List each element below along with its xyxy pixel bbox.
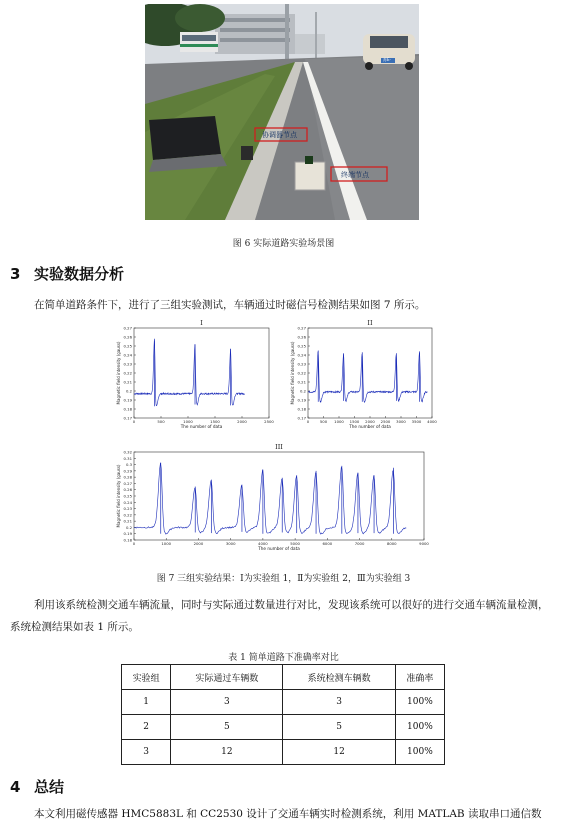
section4-title: 总结 bbox=[34, 778, 65, 796]
x-tick-label: 4000 bbox=[427, 419, 437, 424]
table-cell: 100% bbox=[395, 740, 444, 765]
y-tick-label: 0.2 bbox=[125, 388, 132, 394]
plot-group-2-svg bbox=[288, 318, 438, 440]
y-tick-label: 0.19 bbox=[297, 397, 306, 403]
table-cell: 12 bbox=[171, 740, 283, 765]
y-tick-label: 0.27 bbox=[297, 325, 306, 331]
plot-group-1-svg bbox=[112, 318, 277, 440]
table-cell: 2 bbox=[122, 715, 171, 740]
coordinator-node-label: 协调器节点 bbox=[262, 131, 297, 139]
y-axis-label: Magnetic field intensity (gauss) bbox=[290, 341, 295, 405]
table-cell: 12 bbox=[283, 740, 395, 765]
table-cell: 5 bbox=[283, 715, 395, 740]
signal-series-line bbox=[134, 463, 406, 534]
table-header-cell: 准确率 bbox=[395, 665, 444, 690]
x-axis-label: The number of data bbox=[349, 424, 391, 429]
plot-group-2 bbox=[288, 318, 438, 440]
section4-heading bbox=[10, 776, 64, 797]
signal-series-line bbox=[134, 340, 245, 405]
x-tick-label: 1000 bbox=[183, 419, 193, 424]
table-cell: 1 bbox=[122, 690, 171, 715]
x-tick-label: 2000 bbox=[193, 541, 204, 546]
y-tick-label: 0.31 bbox=[123, 455, 132, 461]
y-tick-label: 0.2 bbox=[299, 388, 306, 394]
y-tick-label: 0.22 bbox=[123, 512, 132, 518]
figure7-caption: 图 7 三组实验结果：Ⅰ为实验组 1，Ⅱ为实验组 2，Ⅲ为实验组 3 bbox=[156, 574, 411, 584]
results-table bbox=[121, 664, 445, 765]
y-tick-label: 0.19 bbox=[123, 531, 132, 537]
figure6-caption: 图 6 实际道路实验场景图 bbox=[232, 239, 335, 249]
y-tick-label: 0.24 bbox=[297, 352, 306, 358]
y-tick-label: 0.28 bbox=[123, 474, 132, 480]
table-row bbox=[122, 690, 445, 715]
x-tick-label: 0 bbox=[132, 419, 136, 424]
x-tick-label: 2000 bbox=[365, 419, 375, 424]
signal-series-line bbox=[308, 352, 427, 403]
y-tick-label: 0.27 bbox=[123, 480, 132, 486]
y-tick-label: 0.2 bbox=[125, 524, 132, 530]
x-tick-label: 0 bbox=[306, 419, 310, 424]
plot-title: II bbox=[367, 319, 373, 327]
summary-paragraph: 本文利用磁传感器 HMC5883L 和 CC2530 设计了交通车辆实时检测系统，利用 MATLAB 读取串口通信数 bbox=[34, 808, 542, 820]
body-paragraph: 利用该系统检测交通车辆流量，同时与实际通过数量进行对比，发现该系统可以很好的进行交通车辆流量检测，系统检测结果如表 1 所示。 bbox=[10, 599, 549, 633]
plot-title: III bbox=[275, 443, 283, 451]
x-tick-label: 7000 bbox=[354, 541, 365, 546]
y-tick-label: 0.24 bbox=[123, 499, 132, 505]
plot-frame bbox=[308, 328, 432, 418]
table-cell: 100% bbox=[395, 690, 444, 715]
y-tick-label: 0.22 bbox=[297, 370, 306, 376]
y-tick-label: 0.25 bbox=[297, 343, 306, 349]
terminal-node-label: 终端节点 bbox=[341, 171, 369, 179]
table-cell: 5 bbox=[171, 715, 283, 740]
plot-group-1 bbox=[112, 318, 277, 440]
y-tick-label: 0.24 bbox=[123, 352, 132, 358]
y-tick-label: 0.21 bbox=[123, 518, 132, 524]
table-header-cell: 实际通过车辆数 bbox=[171, 665, 283, 690]
table1-caption: 表 1 简单道路下准确率对比 bbox=[228, 653, 339, 663]
y-tick-label: 0.29 bbox=[123, 468, 132, 474]
x-tick-label: 2500 bbox=[380, 419, 391, 424]
y-tick-label: 0.17 bbox=[297, 415, 306, 421]
x-tick-label: 3500 bbox=[411, 419, 422, 424]
y-tick-label: 0.25 bbox=[123, 343, 132, 349]
intro-paragraph: 在简单道路条件下，进行了三组实验测试，车辆通过时磁信号检测结果如图 7 所示。 bbox=[34, 299, 426, 311]
y-tick-label: 0.23 bbox=[297, 361, 306, 367]
section4-number: 4 bbox=[10, 778, 21, 796]
x-tick-label: 9000 bbox=[419, 541, 429, 546]
table-header-row bbox=[122, 665, 445, 690]
x-tick-label: 5000 bbox=[290, 541, 300, 546]
license-plate: 苏E· bbox=[383, 57, 391, 62]
x-tick-label: 500 bbox=[319, 419, 328, 424]
y-tick-label: 0.3 bbox=[125, 462, 132, 468]
table-row bbox=[122, 740, 445, 765]
section3-title: 实验数据分析 bbox=[34, 265, 125, 283]
table-cell: 3 bbox=[283, 690, 395, 715]
x-tick-label: 1500 bbox=[349, 419, 360, 424]
y-tick-label: 0.26 bbox=[123, 334, 132, 340]
y-tick-label: 0.23 bbox=[123, 506, 132, 512]
y-tick-label: 0.19 bbox=[123, 397, 132, 403]
y-tick-label: 0.18 bbox=[123, 537, 132, 543]
y-tick-label: 0.21 bbox=[297, 379, 306, 385]
road-scene-photo bbox=[145, 4, 419, 220]
plot-group-3 bbox=[112, 443, 438, 558]
table-header-cell: 系统检测车辆数 bbox=[283, 665, 395, 690]
y-tick-label: 0.25 bbox=[123, 493, 132, 499]
x-tick-label: 1000 bbox=[334, 419, 344, 424]
x-tick-label: 3000 bbox=[225, 541, 236, 546]
y-tick-label: 0.22 bbox=[123, 370, 132, 376]
x-tick-label: 2500 bbox=[264, 419, 274, 424]
y-tick-label: 0.18 bbox=[297, 406, 306, 412]
y-axis-label: Magnetic field intensity (gauss) bbox=[116, 464, 121, 528]
x-axis-label: The number of data bbox=[180, 424, 223, 429]
x-tick-label: 1000 bbox=[161, 541, 172, 546]
y-tick-label: 0.27 bbox=[123, 325, 132, 331]
section3-heading bbox=[10, 263, 124, 284]
y-tick-label: 0.21 bbox=[123, 379, 132, 385]
table-cell: 3 bbox=[171, 690, 283, 715]
x-tick-label: 4000 bbox=[258, 541, 268, 546]
table-cell: 3 bbox=[122, 740, 171, 765]
x-tick-label: 3000 bbox=[396, 419, 406, 424]
table-row bbox=[122, 715, 445, 740]
x-tick-label: 1500 bbox=[210, 419, 220, 424]
x-tick-label: 0 bbox=[132, 541, 136, 546]
y-tick-label: 0.32 bbox=[123, 449, 132, 455]
y-tick-label: 0.17 bbox=[123, 415, 132, 421]
y-tick-label: 0.26 bbox=[123, 487, 132, 493]
x-tick-label: 8000 bbox=[386, 541, 397, 546]
x-tick-label: 2000 bbox=[237, 419, 247, 424]
x-tick-label: 500 bbox=[157, 419, 165, 424]
x-axis-label: The number of data bbox=[258, 546, 300, 551]
table-header-cell: 实验组 bbox=[122, 665, 171, 690]
y-tick-label: 0.26 bbox=[297, 334, 306, 340]
plot-frame bbox=[134, 452, 424, 540]
plot-group-3-svg bbox=[112, 443, 438, 558]
table-cell: 100% bbox=[395, 715, 444, 740]
y-tick-label: 0.23 bbox=[123, 361, 132, 367]
y-axis-label: Magnetic field intensity (gauss) bbox=[116, 341, 121, 405]
y-tick-label: 0.18 bbox=[123, 406, 132, 412]
plot-title: I bbox=[200, 319, 203, 327]
x-tick-label: 6000 bbox=[322, 541, 333, 546]
section3-number: 3 bbox=[10, 265, 21, 283]
